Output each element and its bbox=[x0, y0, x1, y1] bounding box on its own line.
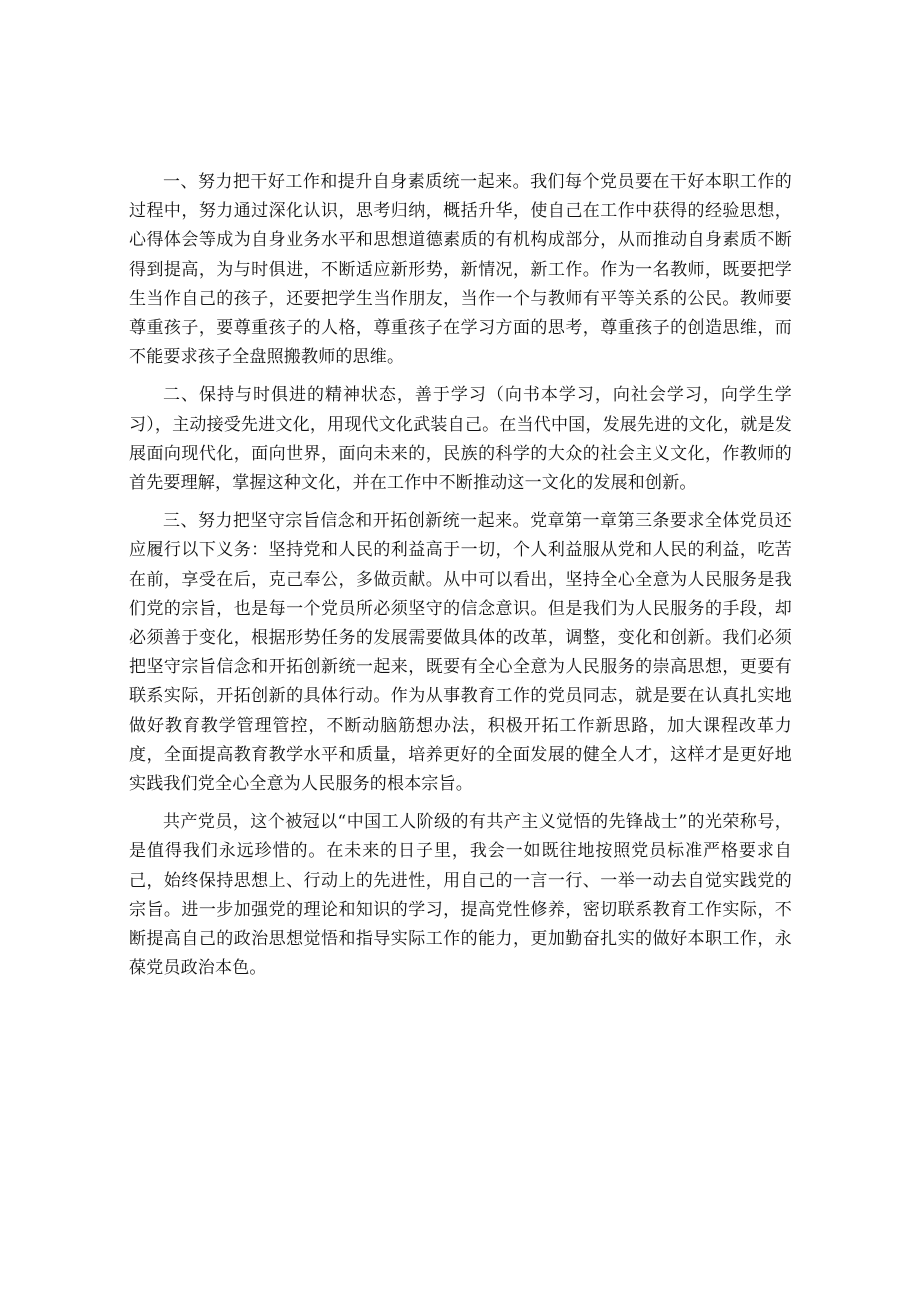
paragraph-3: 三、努力把坚守宗旨信念和开拓创新统一起来。党章第一章第三条要求全体党员还应履行以下义务：坚持党和人民的利益高于一切，个人利益服从党和人民的利益，吃苦在前，享受在后，克己奉公，多做贡献。从中可以看出，坚持全心全意为人民服务是我们党的宗旨，也是每一个党员所必须坚守的信念意识。但是我们为人民服务的手段，却必须善于变化，根据形势任务的发展需要做具体的改革，调整，变化和创新。我们必须把坚守宗旨信念和开拓创新统一起来，既要有全心全意为人民服务的崇高思想，更要有联系实际，开拓创新的具体行动。作为从事教育工作的党员同志，就是要在认真扎实地做好教育教学管理管控，不断动脑筋想办法，积极开拓工作新思路，加大课程改革力度，全面提高教育教学水平和质量，培养更好的全面发展的健全人才，这样才是更好地实践我们党全心全意为人民服务的根本宗旨。 bbox=[129, 511, 792, 795]
document-body bbox=[129, 168, 792, 992]
paragraph-4: 共产党员，这个被冠以“中国工人阶级的有共产主义觉悟的先锋战士”的光荣称号，是值得我们永远珍惜的。在未来的日子里，我会一如既往地按照党员标准严格要求自己，始终保持思想上、行动上的先进性，用自己的一言一行、一举一动去自觉实践党的宗旨。进一步加强党的理论和知识的学习，提高党性修养，密切联系教育工作实际，不断提高自己的政治思想觉悟和指导实际工作的能力，更加勤奋扎实的做好本职工作，永葆党员政治本色。 bbox=[129, 812, 792, 979]
paragraph-2: 二、保持与时俱进的精神状态，善于学习（向书本学习，向社会学习，向学生学习），主动接受先进文化，用现代文化武装自己。在当代中国，发展先进的文化，就是发展面向现代化，面向世界，面向未来的，民族的科学的大众的社会主义文化，作教师的首先要理解，掌握这种文化，并在工作中不断推动这一文化的发展和创新。 bbox=[129, 385, 792, 494]
paragraph-1: 一、努力把干好工作和提升自身素质统一起来。我们每个党员要在干好本职工作的过程中，努力通过深化认识，思考归纳，概括升华，使自己在工作中获得的经验思想，心得体会等成为自身业务水平和思想道德素质的有机构成部分，从而推动自身素质不断得到提高，为与时俱进，不断适应新形势，新情况，新工作。作为一名教师，既要把学生当作自己的孩子，还要把学生当作朋友，当作一个与教师有平等关系的公民。教师要尊重孩子，要尊重孩子的人格，尊重孩子在学习方面的思考，尊重孩子的创造思维，而不能要求孩子全盘照搬教师的思维。 bbox=[129, 172, 792, 368]
